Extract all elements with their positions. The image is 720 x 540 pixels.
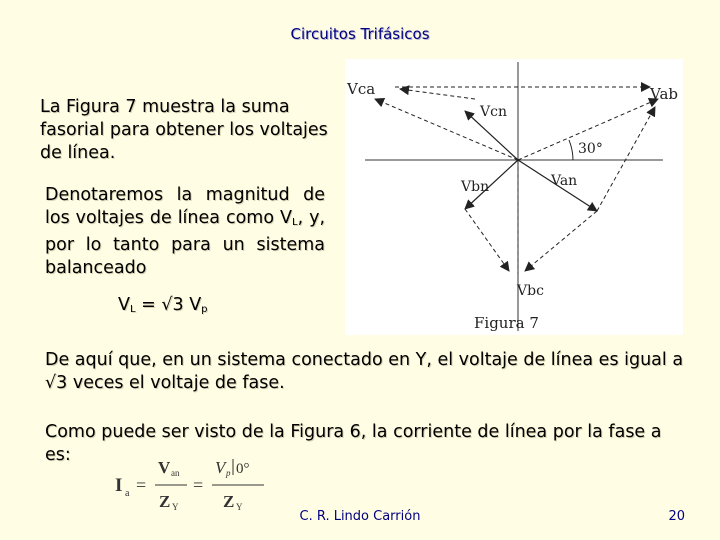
eq-num2: V xyxy=(215,458,226,477)
label-van: Van xyxy=(551,173,578,189)
eq-equals-2: = xyxy=(193,475,204,495)
denote-paragraph xyxy=(45,184,325,280)
label-angle: 30° xyxy=(578,141,603,157)
eq-den2-sub: Y xyxy=(236,502,243,512)
eq-equals-1: = xyxy=(136,475,147,495)
figure-caption: Figura 7 xyxy=(474,314,539,332)
conclusion-paragraph: De aquí que, en un sistema conectado en Y, el voltaje de línea es igual a √3 veces el voltaje de fase. xyxy=(45,350,684,393)
eq-den2: Z xyxy=(223,492,235,511)
slide-title: Circuitos Trifásicos xyxy=(290,25,430,43)
line-voltage-formula xyxy=(118,295,208,315)
formula-rhs-sub: p xyxy=(201,304,208,315)
denote-rest: , y, por lo tanto para un sistema balanceado xyxy=(45,208,326,278)
construction-left xyxy=(400,89,475,99)
eq-den1: Z xyxy=(159,492,171,511)
construction-bottom-left xyxy=(465,209,509,271)
angle-arc xyxy=(569,140,573,160)
footer-author: C. R. Lindo Carrión xyxy=(299,509,421,524)
eq-lhs: I xyxy=(115,475,123,496)
formula-op: = √3 V xyxy=(135,295,202,315)
construction-right xyxy=(597,107,655,211)
phasor-figure xyxy=(345,59,683,335)
formula-lhs: V xyxy=(118,295,130,315)
construction-bottom-right xyxy=(525,211,597,271)
page-number: 20 xyxy=(668,509,685,524)
label-vcn: Vcn xyxy=(480,104,507,120)
eq-num2-sub: p xyxy=(226,468,231,478)
phasor-diagram xyxy=(345,59,683,335)
intro-paragraph: La Figura 7 muestra la suma fasorial para obtener los voltajes de línea. xyxy=(40,97,328,163)
label-vbc: Vbc xyxy=(517,283,544,299)
denote-subscript: L xyxy=(291,217,298,228)
denote-text: Denotaremos la magnitud de los voltajes de línea como V xyxy=(45,185,325,228)
eq-den1-sub: Y xyxy=(172,502,179,512)
eq-num2-angle: 0° xyxy=(236,461,250,477)
eq-num1: V xyxy=(158,458,171,477)
current-paragraph: Como puede ser visto de la Figura 6, la corriente de línea por la fase a es: xyxy=(45,422,662,465)
label-vbn: Vbn xyxy=(461,179,490,195)
line-current-equation xyxy=(112,455,272,513)
eq-num1-sub: an xyxy=(171,468,180,478)
label-vab: Vab xyxy=(650,85,679,103)
eq-lhs-sub: a xyxy=(125,488,130,499)
label-vca: Vca xyxy=(347,80,376,98)
formula-lhs-sub: L xyxy=(129,304,136,315)
